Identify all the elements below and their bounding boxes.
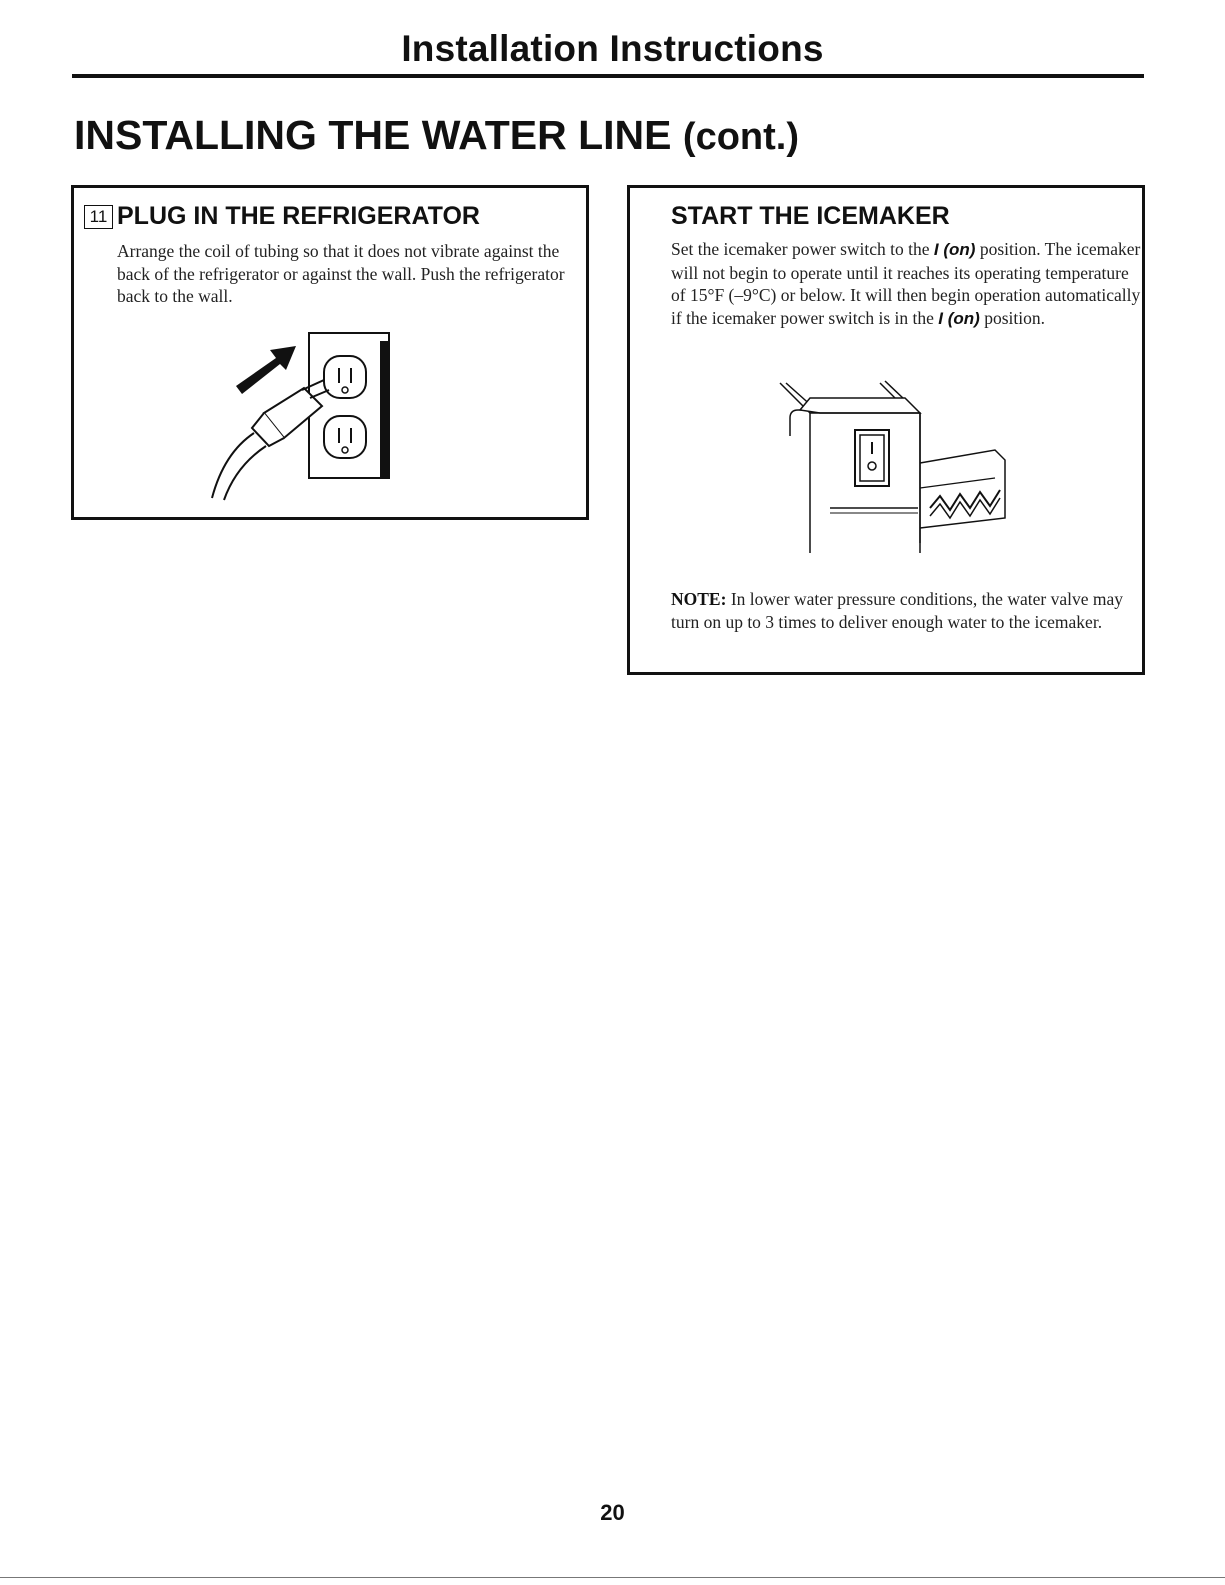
step-number: 11 <box>84 205 113 229</box>
bottom-divider <box>0 1577 1225 1578</box>
on-label: I (on) <box>933 240 976 259</box>
section-title <box>74 112 799 159</box>
page-number: 20 <box>600 1500 625 1525</box>
note-body: In lower water pressure conditions, the water valve may turn on up to 3 times to deliver enough water to the icemaker. <box>671 589 1123 632</box>
icemaker-switch-illustration <box>770 378 1010 558</box>
header-title: Installation Instructions <box>401 28 824 69</box>
header-divider <box>72 74 1144 78</box>
step-heading: START THE ICEMAKER <box>671 202 950 230</box>
note-text <box>671 588 1131 633</box>
section-title-main: INSTALLING THE WATER LINE <box>74 112 672 158</box>
body-part-1: Set the icemaker power switch to the <box>671 239 934 259</box>
plug-into-outlet-illustration <box>184 328 404 508</box>
note-label: NOTE: <box>671 589 727 609</box>
body-part-2: position. The icemaker will not begin to operate until it reaches its operating temperature of 15°F (–9°C) or below. It will then begin operation automatically if the icemaker power switch is in the <box>671 239 1141 328</box>
step-start-icemaker-box <box>627 185 1145 675</box>
body-part-3: position. <box>979 307 1045 328</box>
step-heading: PLUG IN THE REFRIGERATOR <box>117 202 480 230</box>
step-body <box>671 238 1141 330</box>
on-label: I (on) <box>938 308 980 328</box>
section-title-suffix: (cont.) <box>682 116 799 158</box>
step-body: Arrange the coil of tubing so that it does not vibrate against the back of the refrigerator or against the wall. Push the refrigerator back to the wall. <box>117 241 565 306</box>
step-plug-in-box <box>71 185 589 520</box>
